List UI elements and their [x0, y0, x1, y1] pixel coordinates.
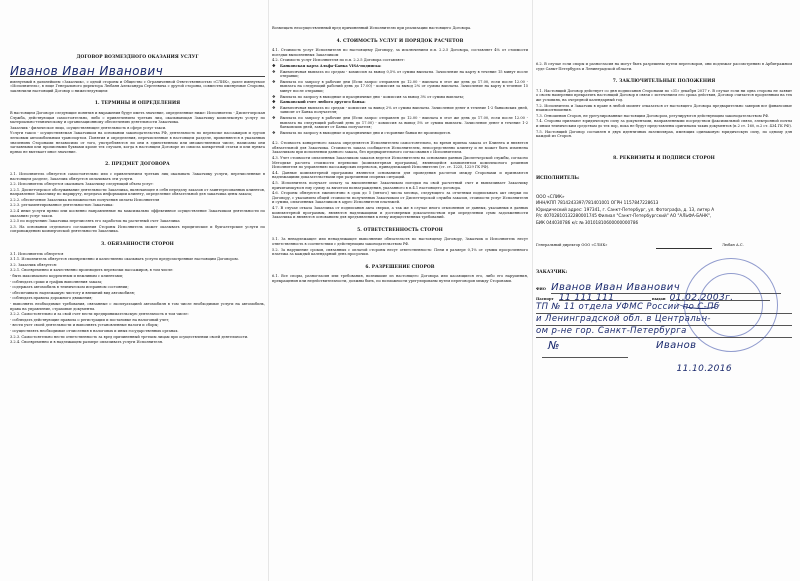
date-row — [536, 364, 792, 375]
card-payout-item: ❖ Выплата по запросу в рабочие дни (Если запрос отправлен до 12.00 - выплата в этот же день до 17.00, если после 12.00 - выплата на следующий рабочий день до 17.00) - комиссия за вывод 2% от суммы выплаты. Зачисление на карту в течение 15 минут после отправки; — [272, 80, 528, 94]
section-5-item: 5.2. За нарушение сроков, связанных с оплатой стороны несут ответственность: Пени в размере 0,1% от суммы просроченного платежа за каждый календарный день просрочки. — [272, 247, 528, 257]
section-3-list — [10, 252, 265, 345]
section-3-item: - соблюдать действующие правила о регистрации и постановке на налоговый учет; — [10, 317, 170, 322]
section-4-intro — [272, 48, 528, 63]
section-4-item: 4.3. Учет стоимости оплаченных Заказчиком заказов ведется Исполнителем на основании данных Диспетчерской службы, согласно Методике расчета стоимости перевозки (компьютерная программа), являющейся компонентом комплексного решения Исполнителя по управлению пассажирских перевозок, принадлежащей Исполнителю (ст. ст. 1225, 1229 ГК РФ). — [272, 156, 528, 170]
client-signature-line — [542, 357, 628, 358]
section-6-item: 6.2. В случае если споры и разногласия на могут быть разрешены путем переговоров, они подлежат рассмотрению в Арбитражном суде Санкт-Петербурга и Ленинградской области. — [536, 62, 792, 71]
director-label: Генеральный директор ООО «СЛИК» — [536, 242, 608, 247]
section-2-item: 2.1. Исполнитель обязуется самостоятельно или с привлечением третьих лиц оказывать Заказчику услуги, перечисленные в настоящем разделе, Заказчик обязуется оплачивать эти услуги. — [10, 171, 265, 181]
section-2-item: 2.2.2. обеспечение Заказчика возможностью получения оплаты Исполнителя — [10, 197, 160, 202]
section-4-item: 4.4. Данные компьютерной программы являются основанием для проведения расчетов между Сторонами и признаются надлежащими доказательствами при разрешении спорных ситуаций. — [272, 170, 528, 180]
issued-by-handwritten-line: и Ленинградской обл. в Центральн- — [536, 314, 792, 326]
section-4-intro-item: 4.1. Стоимость услуг Исполнителя по настоящему Договору, за исключением п.п. 2.2.5 Договора, составляет 4% от стоимости поездки выполненных Заказчиком — [272, 48, 528, 57]
requisite-line: Р/с 40702810132280001745 Филиал "Санкт-Петербургский" АО "АЛЬФА-БАНК", — [536, 213, 712, 219]
card-heading: ❖ Банковская карта Альфа-Банка VISA-подписка: — [272, 64, 528, 69]
client-sign-name-handwritten: Иванов — [656, 340, 697, 352]
section-2-item: 2.2.1. Диспетчерское обслуживание деятельности Заказчика, включающее в себя передачу заказов от заинтересованных клиентов, направление Заказчику по маршруту, передача информации клиенту, определение обязательной для заказчика цены заказа; — [10, 187, 265, 197]
date-handwritten: 11.10.2016 — [676, 364, 732, 375]
executor-requisites — [536, 194, 792, 225]
director-sign-name: Любан А.С. — [722, 242, 744, 247]
issued-by-handwritten-line: ТП № 11 отдела УФМС России по С-Пб — [536, 302, 792, 314]
bank-payout-item: ❖ Ежемесячная выплата по средам - комиссия за вывод 2% от суммы выплаты. Зачисление денег в течение 1-2 банковских дней, зависит от Банка получателя; — [272, 106, 528, 115]
passport-label: Паспорт — [536, 296, 554, 301]
section-6-list-a — [272, 274, 528, 283]
section-6-title: 6. РАЗРЕШЕНИЕ СПОРОВ — [365, 264, 435, 270]
section-4-item: 4.5. Исполнитель получает оплату за выполненные Заказчиком поездки на свой расчетный счет и выплачивает Заказчику причитающуюся ему сумму за вычетом вознаграждения, указанного в п.4.1 настоящего договора. — [272, 181, 528, 190]
page-fold-right — [532, 0, 533, 581]
director-row — [536, 235, 792, 257]
section-3-item: - вести учет своей деятельности и выполнять установленные налоги и сборы; — [10, 323, 159, 328]
requisite-line: Юридический адрес: 197341, г. Санкт-Петербург, ул. Фотографа, д. 13, литер А — [536, 206, 715, 212]
section-6-item: 6.1. Все споры, разногласия или требования, возникшие из настоящего Договора или касающиеся его, либо его нарушения, прекращения или недействительности, должны быть, по возможности урегулированы путем переговоров между Сторонами. — [272, 274, 528, 283]
section-2-item: 2.2.4 иные услуги прямо или косвенно направленные на максимально эффективное осуществление Заказчиком деятельности по оказанию услуг такси. — [10, 209, 265, 218]
section-7-item: 7.5. Настоящий Договор составлен в двух идентичных экземплярах, имеющих одинаковую юридическую силу, по одному для каждой из Сторон. — [536, 129, 792, 139]
page-fold-left — [268, 0, 269, 581]
executor-label: ИСПОЛНИТЕЛЬ: — [536, 176, 580, 182]
section-3-item: 3.1. Исполнитель обязуется — [10, 251, 64, 256]
card-payout-list — [272, 70, 528, 100]
section-3-item: - содержать автомобиль в техническом исправном состоянии; — [10, 285, 129, 290]
bank-payout-item: ❖ Выплата по запросу в рабочие дни (Если запрос отправлен до 12.00 - выплата в этот же день до 17.00, если после 12.00 - выплата на следующий рабочий день до 17.00) - комиссия за вывод 5% от суммы выплаты. Зачисление денег в течение 1-2 банковских дней, зависит от Банка получателя; — [272, 116, 528, 130]
section-4-list — [272, 141, 528, 220]
section-3-item: - выполнять необходимые требования, связанные с эксплуатацией автомобиля в том числе необходимые услуги на автомобиль, права на управление, страховые документы. — [10, 301, 265, 311]
section-1-text: В настоящем Договоре следующие понятия и выражения будут иметь значение, определенные ниже: Исполнитель - Диспетчерская Служба, действующая самостоятельно, либо с привлечением третьих лиц, оказывающая Заказчику комплексную услугу по материально-техническому и организационному обеспечению деятельности Заказчика. — [10, 110, 265, 125]
preamble: именуемый в дальнейшем «Заказчик», с одной стороны и Общество с Ограниченной Ответственностью «СЛИК», далее именуемое «Исполнитель», в лице Генерального директора Любаня Александра Сергеевича с другой стороны, совместно именуемые Стороны, заключили настоящий Договор о нижеследующем: — [10, 79, 265, 93]
section-7-list — [536, 89, 792, 139]
section-3-item: 3.2. Заказчик обязуется: — [10, 262, 58, 267]
section-2-list — [10, 172, 265, 234]
section-8-title: 8. РЕКВИЗИТЫ И ПОДПИСИ СТОРОН — [613, 155, 715, 161]
section-3-item: 3.2.4. Своевременно и в надлежащем размере оплачивать услуги Исполнителя. — [10, 340, 164, 345]
section-6-list-b — [536, 62, 792, 71]
section-2-title: 2. ПРЕДМЕТ ДОГОВОРА — [105, 162, 170, 168]
requisite-line: БИК 044030786 к/с № 30101810600000000786 — [536, 219, 639, 225]
issued-date-handwritten: 01.02.2003г. — [670, 296, 770, 302]
column-left — [10, 4, 265, 577]
section-4-intro-item: 4.2. Стоимость услуг Исполнителя по п.п. 2.2.5 Договора составляет: — [272, 58, 405, 63]
section-2-item: 2.2.3. регламентированное деятельностью Заказчика: — [10, 203, 114, 208]
section-5-list — [272, 237, 528, 256]
section-1-text-2: Заказчик - физическое лицо, осуществляющее деятельность в сфере услуг такси. — [10, 125, 167, 130]
section-3-item: - быть максимально корректным и вежливым с клиентами; — [10, 274, 124, 278]
section-4-title: 4. СТОИМОСТЬ УСЛУГ И ПОРЯДОК РАСЧЕТОВ — [336, 38, 464, 44]
section-3-title: 3. ОБЯЗАННОСТИ СТОРОН — [101, 242, 174, 248]
section-4-item: 4.2. Стоимость конкретного заказа определяется Исполнителем самостоятельно, во время приема заказа от Клиента и является обязательной для Заказчика. Стоимость заказа сообщается Исполнителем, непосредственно клиенту и не может быть изменена Заказчиком при исполнении данного заказа, без предварительного согласования с Исполнителем. — [272, 141, 528, 155]
section-2-item: 2.2. Исполнитель обязуется оказывать Заказчику следующий объем услуг: — [10, 182, 154, 187]
fio-label: ФИО — [536, 286, 546, 291]
section-7-item: 7.2. Исполнитель и Заказчик в праве в любой момент отказаться от настоящего Договора предварительно заверив все финансовые взаимоотношения. — [536, 103, 792, 113]
client-label: ЗАКАЗЧИК: — [536, 269, 568, 275]
card-payout-item: ❖ Выплата по запросу в выходные и праздничные дни - комиссия за вывод 3% от суммы выплаты; — [272, 95, 528, 100]
section-3-item: - осуществлять необходимые отчисления в налоговых и иных государственных органах. — [10, 328, 179, 333]
section-3-item: 3.1.1. Исполнитель обязуется своевременно и качественно оказывать услуги предусмотренные настоящим Договором. — [10, 257, 239, 262]
section-5-title: 5. ОТВЕТСТВЕННОСТЬ СТОРОН — [357, 227, 443, 233]
section-3-item: 3.2.2. Самостоятельно и за свой счет вести предпринимательскую деятельность в том числе: — [10, 312, 189, 317]
section-7-item: 7.3. Отношения Сторон, не урегулированные настоящим Договором, регулируются действующим законодательством РФ. — [536, 113, 770, 118]
client-name-line — [10, 65, 265, 77]
passport-number-handwritten: 11 111 111 — [559, 296, 651, 302]
section-3-item: - соблюдать правила дорожного движения; — [10, 296, 93, 301]
section-4-item: 4.6. Стороны обязуются ежемесячно в срок до 5 (пятого) числа месяца, следующего за отчетным подписывать акт сверки по Договору, с указанием общей стоимости полученных Заказчиком от Диспетчерской службы заказов, стоимости услуг Исполнителя и суммы, оплаченных Заказчиком в адрес Исполнителя платежей. — [272, 191, 528, 205]
fio-handwritten: Иванов Иван Иванович — [551, 282, 781, 294]
section-7-title: 7. ЗАКЛЮЧИТЕЛЬНЫЕ ПОЛОЖЕНИЯ — [612, 79, 716, 85]
section-1-title: 1. ТЕРМИНЫ И ОПРЕДЕЛЕНИЯ — [94, 101, 181, 107]
bank-payout-list — [272, 106, 528, 136]
contract-title: ДОГОВОР ВОЗМЕЗДНОГО ОКАЗАНИЯ УСЛУГ — [76, 55, 199, 60]
bank-heading: ❖ Банковский счет любого другого банка: — [272, 100, 528, 105]
client-name-handwritten: Иванов Иван Иванович — [10, 63, 164, 78]
section-3-item: - соблюдать сроки и график выполнения заказа; — [10, 279, 103, 284]
section-1-text-3: Услуги такси - осуществляемая Заказчиком на основании законодательства РФ, деятельность по перевозке пассажиров и грузов легковым автомобильным транспортом. Понятия и определения, перечисленные в настоящем разделе, применяются в указанных значениях Сторонами независимо от того, употребляются ли они в единственном или множественном числе, написаны они заглавными или прописными буквами кроме тех случаев, когда в настоящем Договоре из смысла конкретной статьи и или пункта прямо не вытекает иное значение. — [10, 131, 265, 154]
issued-by-handwritten-line: ом р-не гор. Санкт-Петербурга — [536, 326, 792, 338]
requisite-line: ИНН/КПП 7814243397/781401001 ОГРН 1157847228613 — [536, 200, 659, 206]
section-4-item: 4.7. В случае отказа Заказчика от подписания акта сверки, а так же в случае иного отклонения от данных, указанных в данных компьютерной программы, являются надлежащими и достоверным доказательством при определении сумм задолженности Заказчика и являются основанием для предъявления к нему имущественных требований. — [272, 206, 528, 220]
issued-label: выдан — [652, 296, 666, 301]
section-3-item: 3.2.1. Своевременно и качественно производить перевозки пассажиров, в том числе: — [10, 268, 174, 273]
director-signature-line — [656, 248, 712, 249]
requisite-line: ООО «СЛИК» — [536, 193, 565, 199]
section-7-item: 7.1. Настоящий Договор действует со дня подписания Сторонами по «31» декабря 2017 г. В случае если ни одна сторона не заявит о своем намерении прекратить настоящий Договор в связи с истечением его срока действия, Договор считается продленным на тех же условиях, на очередной календарный год. — [536, 88, 792, 102]
card-payout-item: ❖ Ежемесячная выплата по средам - комиссия за вывод 0,5% от суммы выплаты. Зачисление на карту в течение 15 минут после отправки; — [272, 70, 528, 79]
section-5-item: 5.1. За ненадлежащее или ненадлежащее выполнение обязательств по настоящему Договору, Заказчик и Исполнитель несут ответственность в соответствии с действующим законодательством РФ. — [272, 237, 528, 246]
section-2-item: 2.2.5 по поручению Заказчика перечислять его заработок на расчетный счет Заказчика — [10, 219, 180, 224]
section-7-item: 7.4. Стороны признают юридическую силу за документами, направленными посредством факсимильной связи, электронной почты и иным техническим средствам до тех пор, пока не будут представлены оригиналы таких документов (п.2 ст. 160, п.2 ст. 434 ГК РФ). — [536, 119, 792, 128]
column-middle — [272, 4, 528, 577]
top-carryover-text: Возмещать неосуществленный вред причиненный Исполнителю при реализации настоящего Договора. — [272, 26, 472, 30]
section-2-item: 2.3. На основании отдельного соглашения Стороны Исполнитель может оказывать юридические и бухгалтерские услуги по сопровождению коммерческой деятельности Заказчика. — [10, 224, 265, 234]
section-3-item: - обеспечивать надлежащую чистоту и внешний вид автомобиля; — [10, 290, 136, 295]
bank-payout-item: ❖ Выплата по запросу в выходные и праздничные дни и сторонние банки не производится. — [272, 131, 528, 136]
client-initials-signature: № — [548, 339, 560, 353]
section-3-item: 3.2.3. Самостоятельно нести ответственность за вред причиненный третьим лицам при осуществлении своей деятельности. — [10, 334, 249, 339]
